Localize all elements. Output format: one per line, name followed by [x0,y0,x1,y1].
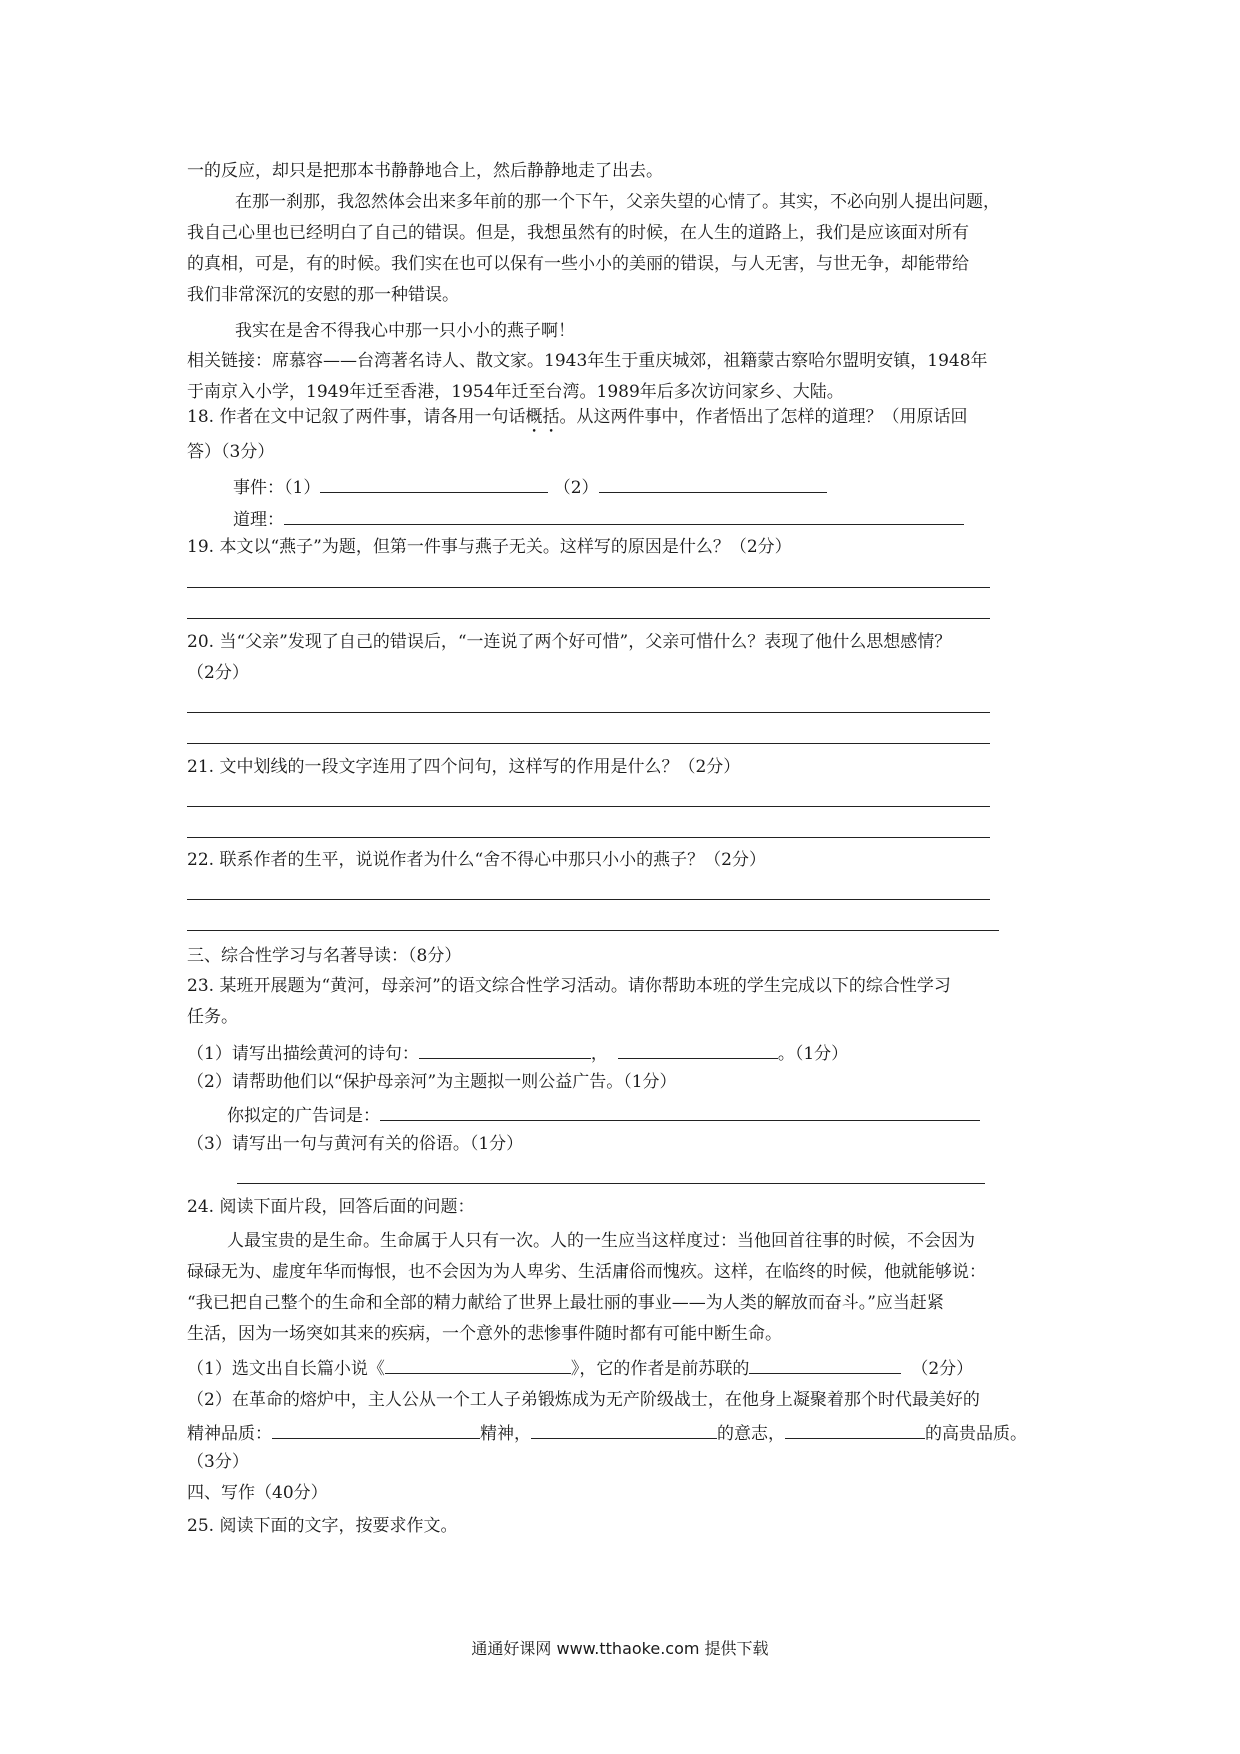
answer-line[interactable] [187,837,990,838]
answer-line[interactable] [187,587,990,588]
answer-blank[interactable] [618,1040,778,1059]
q23-sub-2: （2）请帮助他们以“保护母亲河”为主题拟一则公益广告。（1分） [187,1072,677,1092]
excerpt-line: 生活，因为一场突如其来的疾病，一个意外的悲惨事件随时都有可能中断生命。 [187,1324,782,1344]
question-21: 21. 文中划线的一段文字连用了四个问句，这样写的作用是什么？（2分） [187,757,741,777]
event-label-2: （2） [553,478,599,498]
question-25: 25. 阅读下面的文字，按要求作文。 [187,1516,458,1536]
question-18-score: 答）（3分） [187,442,275,462]
excerpt-line: “我已把自己整个的生命和全部的精力献给了世界上最壮丽的事业——为人类的解放而奋斗。”应当赶紧 [187,1293,944,1313]
section-heading: 三、综合性学习与名著导读：（8分） [187,946,462,966]
passage-line: 我自己心里也已经明白了自己的错误。但是，我想虽然有的时候，在人生的道路上，我们是应该面对所有 [187,223,969,243]
answer-blank[interactable] [380,1102,980,1121]
event-answer-row [233,474,827,499]
question-22: 22. 联系作者的生平，说说作者为什么“舍不得心中那只小小的燕子？（2分） [187,850,766,870]
excerpt-line: 碌碌无为、虚度年华而悔恨，也不会因为为人卑劣、生活庸俗而愧疚。这样，在临终的时候，他就能够说： [187,1262,986,1282]
answer-blank[interactable] [599,474,827,493]
section-heading: 四、写作（40分） [187,1483,328,1503]
sub-question-text: （1）请写出描绘黄河的诗句： [187,1044,419,1064]
reason-answer-row [233,506,964,531]
answer-line[interactable] [237,1183,985,1184]
answer-blank[interactable] [284,506,964,525]
sub-question-text: 的高贵品质。 [925,1424,1027,1444]
sub-question-text: 的意志， [717,1424,785,1444]
question-23: 23. 某班开展题为“黄河，母亲河”的语文综合性学习活动。请你帮助本班的学生完成以下的综合性学习 [187,976,951,996]
answer-line[interactable] [187,930,999,931]
answer-line[interactable] [187,618,990,619]
question-20: 20. 当“父亲”发现了自己的错误后，“一连说了两个好可惜”，父亲可惜什么？表现了他什么思想感情？ [187,632,952,652]
q24-sub-2: （2）在革命的熔炉中，主人公从一个工人子弟锻炼成为无产阶级战士，在他身上凝聚着那个时代最美好的 [187,1390,980,1410]
related-link-line: 于南京入小学，1949年迁至香港，1954年迁至台湾。1989年后多次访问家乡、大陆。 [187,382,844,402]
answer-blank[interactable] [272,1420,480,1439]
sub-question-score: 。（1分） [777,1044,849,1064]
answer-line[interactable] [187,712,990,713]
q24-sub-2-blanks [187,1420,1027,1445]
punctuation: ， [590,1044,608,1064]
ad-slogan-row [227,1102,980,1127]
q23-sub-1 [187,1040,848,1065]
reason-label: 道理： [233,510,284,530]
question-text: 。从这两件事中，作者悟出了怎样的道理？（用原话回 [559,407,968,427]
sub-question-text: 》，它的作者是前苏联的 [570,1359,750,1379]
sub-question-score: （2分） [911,1359,974,1379]
answer-line[interactable] [187,743,990,744]
ad-slogan-label: 你拟定的广告词是： [227,1106,380,1126]
answer-line[interactable] [187,806,990,807]
sub-question-text: 精神品质： [187,1424,272,1444]
related-link-line: 相关链接：席慕容——台湾著名诗人、散文家。1943年生于重庆城郊，祖籍蒙古察哈尔盟明安镇，1948年 [187,351,988,371]
question-23-line: 任务。 [187,1007,238,1027]
answer-blank[interactable] [320,474,548,493]
emphasized-word: 概括 [525,407,560,427]
passage-line: 我实在是舍不得我心中那一只小小的燕子啊！ [235,321,575,341]
q24-sub-1 [187,1355,973,1380]
answer-blank[interactable] [385,1355,571,1374]
page-footer: 通通好课网 www.tthaoke.com 提供下载 [471,1639,769,1658]
question-24: 24. 阅读下面片段，回答后面的问题： [187,1197,475,1217]
sub-question-text: （1）选文出自长篇小说《 [187,1359,385,1379]
excerpt-line: 人最宝贵的是生命。生命属于人只有一次。人的一生应当这样度过：当他回首往事的时候，不会因为 [227,1231,975,1251]
answer-blank[interactable] [785,1420,925,1439]
question-text: 18. 作者在文中记叙了两件事，请各用一句话 [187,407,526,427]
passage-line: 在那一刹那，我忽然体会出来多年前的那一个下午，父亲失望的心情了。其实，不必向别人提出问题， [235,192,1000,212]
q23-sub-3: （3）请写出一句与黄河有关的俗语。（1分） [187,1134,524,1154]
answer-blank[interactable] [749,1355,901,1374]
event-label: 事件：（1） [233,478,321,498]
sub-question-text: 精神， [480,1424,531,1444]
passage-line: 的真相，可是，有的时候。我们实在也可以保有一些小小的美丽的错误，与人无害，与世无争，却能带给 [187,254,969,274]
passage-line: 我们非常深沉的安慰的那一种错误。 [187,285,459,305]
question-20-score: （2分） [187,663,249,683]
question-19: 19. 本文以“燕子”为题，但第一件事与燕子无关。这样写的原因是什么？（2分） [187,537,792,557]
answer-blank[interactable] [419,1040,591,1059]
question-18 [187,406,967,437]
answer-blank[interactable] [531,1420,717,1439]
passage-line: 一的反应，却只是把那本书静静地合上，然后静静地走了出去。 [187,161,663,181]
q24-sub-2-score: （3分） [187,1452,249,1472]
answer-line[interactable] [187,899,990,900]
